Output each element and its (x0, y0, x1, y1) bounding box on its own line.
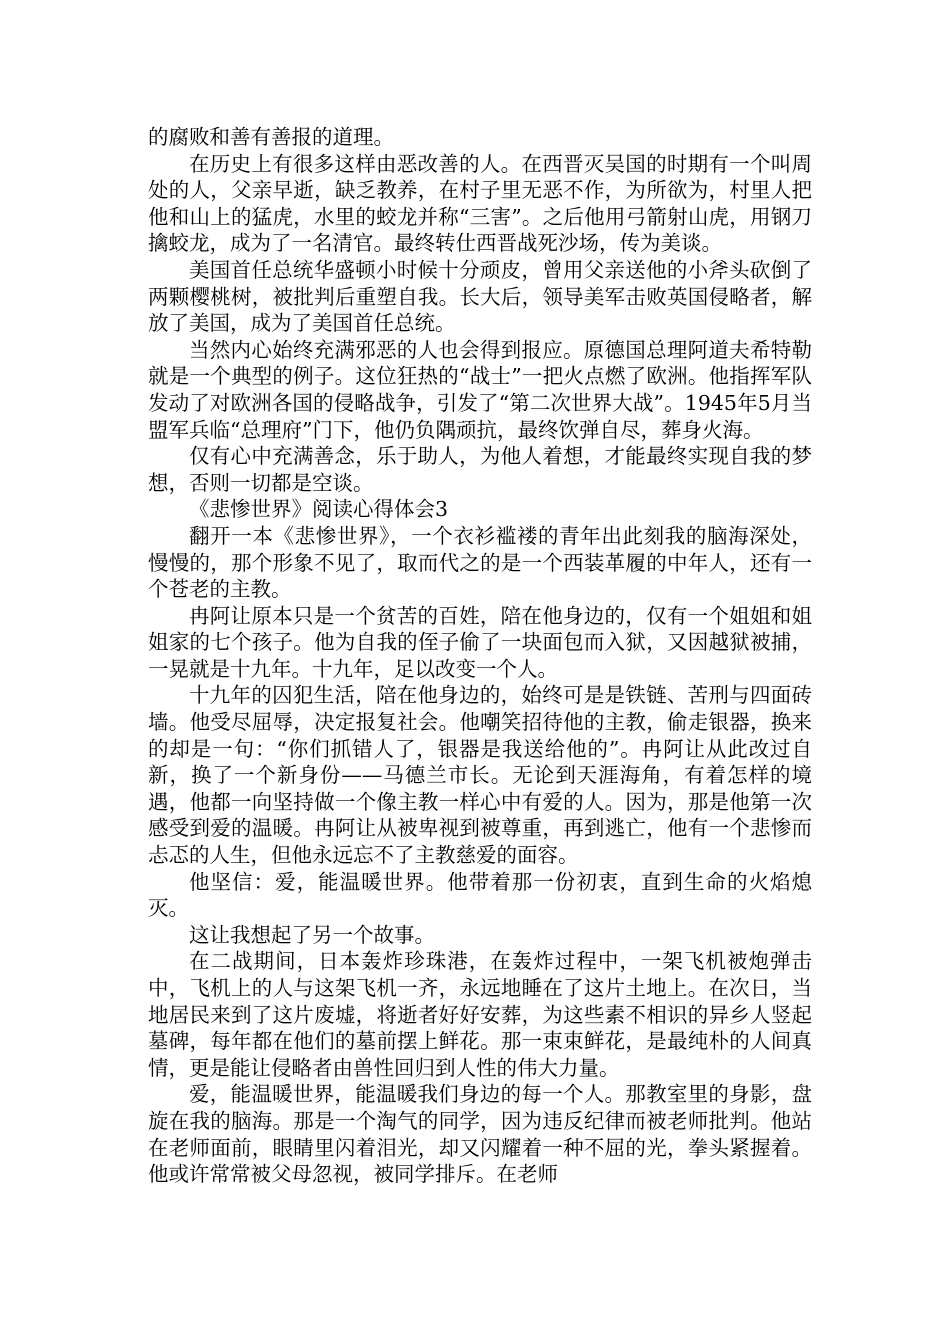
paragraph: 他坚信：爱，能温暖世界。他带着那一份初衷，直到生命的火焰熄灭。 (148, 869, 812, 921)
section-heading: 《悲惨世界》阅读心得体会3 (189, 497, 449, 522)
paragraph: 爱，能温暖世界，能温暖我们身边的每一个人。那教室里的身影，盘旋在我的脑海。那是一个淘气的同学，因为违反纪律而被老师批判。他站在老师面前，眼睛里闪着泪光，却又闪耀着一种不屈的光，拳头紧握着。他或许常常被父母忽视，被同学排斥。在老师 (148, 1082, 812, 1187)
paragraph: 在历史上有很多这样由恶改善的人。在西晋灭吴国的时期有一个叫周处的人，父亲早逝，缺乏教养，在村子里无恶不作，为所欲为，村里人把他和山上的猛虎，水里的蛟龙并称“三害”。之后他用弓箭射山虎，用钢刀擒蛟龙，成为了一名清官。最终转仕西晋战死沙场，传为美谈。 (148, 151, 812, 256)
document-body (148, 124, 812, 1188)
paragraph: 的腐败和善有善报的道理。 (148, 125, 394, 149)
paragraph: 冉阿让原本只是一个贫苦的百姓，陪在他身边的，仅有一个姐姐和姐姐家的七个孩子。他为自我的侄子偷了一块面包而入狱，又因越狱被捕，一晃就是十九年。十九年，足以改变一个人。 (148, 603, 812, 681)
paragraph: 仅有心中充满善念，乐于助人，为他人着想，才能最终实现自我的梦想，否则一切都是空谈。 (148, 444, 812, 495)
paragraph: 翻开一本《悲惨世界》，一个衣衫褴褛的青年出此刻我的脑海深处，慢慢的，那个形象不见了，取而代之的是一个西装革履的中年人，还有一个苍老的主教。 (148, 523, 812, 602)
paragraph: 这让我想起了另一个故事。 (189, 922, 435, 947)
paragraph: 在二战期间，日本轰炸珍珠港，在轰炸过程中，一架飞机被炮弹击中，飞机上的人与这架飞机一齐，永远地睡在了这片土地上。在次日，当地居民来到了这片废墟，将逝者好好安葬，为这些素不相识的异乡人竖起墓碑，每年都在他们的墓前摆上鲜花。那一束束鲜花，是最纯朴的人间真情，更是能让侵略者由兽性回归到人性的伟大力量。 (148, 949, 812, 1080)
paragraph: 美国首任总统华盛顿小时候十分顽皮，曾用父亲送他的小斧头砍倒了两颗樱桃树，被批判后重塑自我。长大后，领导美军击败英国侵略者，解放了美国，成为了美国首任总统。 (148, 257, 812, 336)
paragraph: 十九年的囚犯生活，陪在他身边的，始终可是是铁链、苦刑与四面砖墙。他受尽屈辱，决定报复社会。他嘲笑招待他的主教，偷走银器，换来的却是一句：“你们抓错人了，银器是我送给他的”。冉阿让从此改过自新，换了一个新身份——马德兰市长。无论到天涯海角，有着怎样的境遇，他都一向坚持做一个像主教一样心中有爱的人。因为，那是他第一次感受到爱的温暖。冉阿让从被卑视到被尊重，再到逃亡，他有一个悲惨而忐忑的人生，但他永远忘不了主教慈爱的面容。 (148, 683, 812, 868)
paragraph: 当然内心始终充满邪恶的人也会得到报应。原德国总理阿道夫希特勒就是一个典型的例子。这位狂热的“战士”一把火点燃了欧洲。他指挥军队发动了对欧洲各国的侵略战争，引发了“第二次世界大战”。1945年5月当盟军兵临“总理府”门下，他仍负隅顽抗，最终饮弹自尽，葬身火海。 (148, 337, 812, 442)
